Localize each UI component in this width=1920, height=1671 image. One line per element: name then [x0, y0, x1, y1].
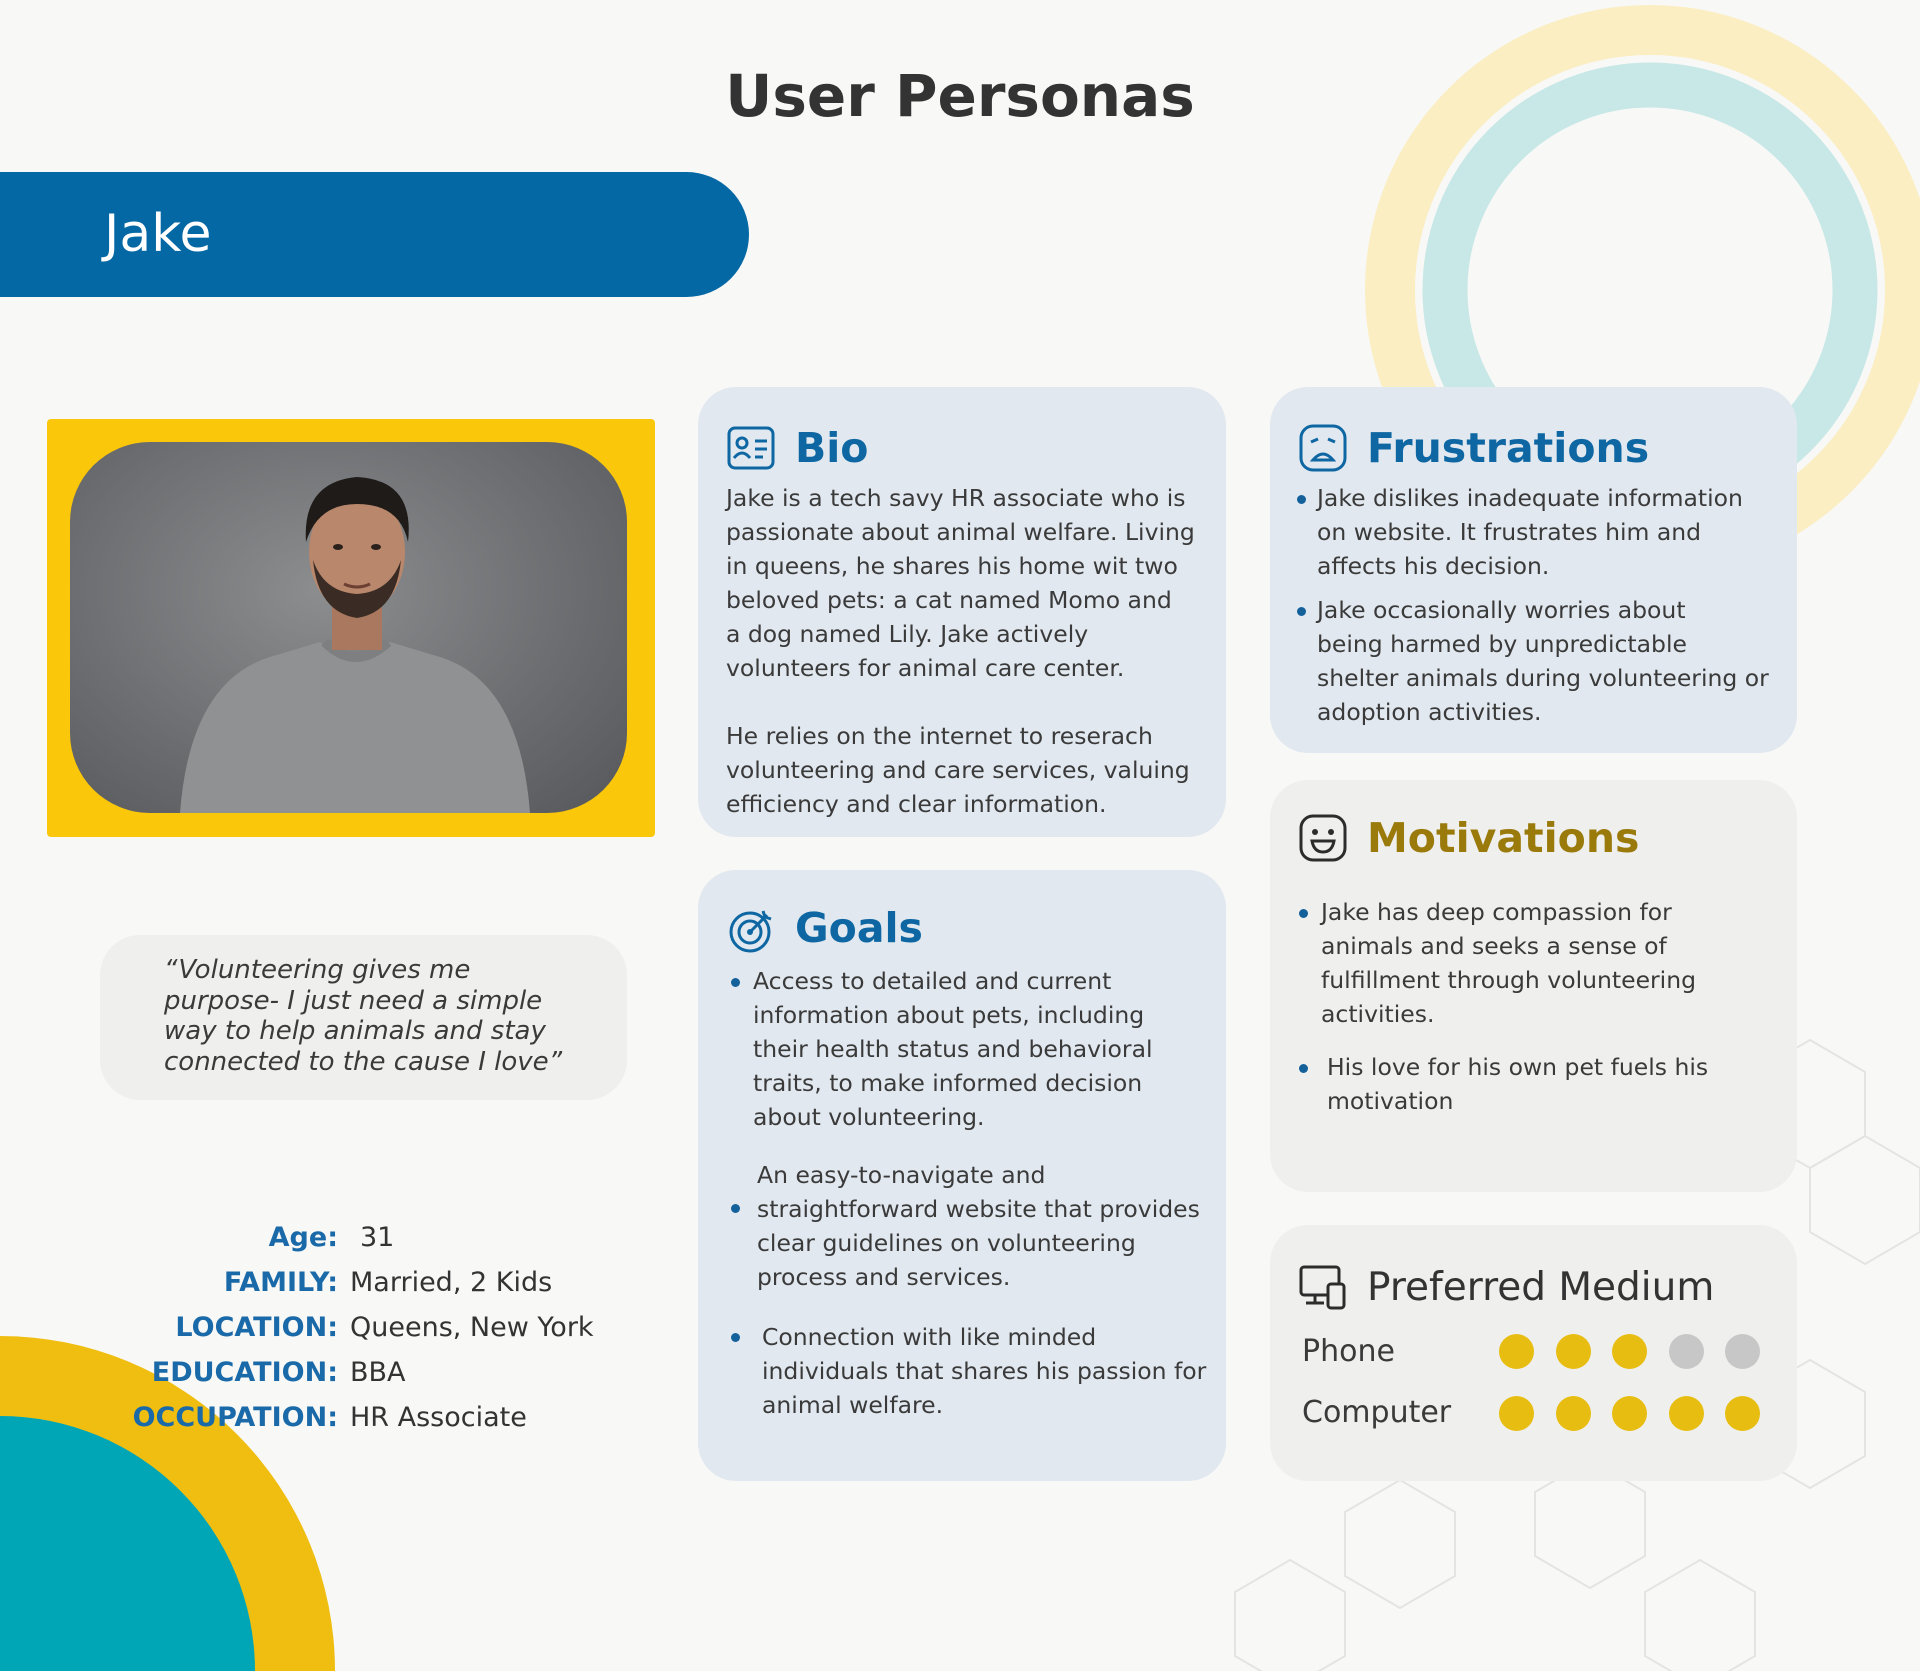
rating-dot-computer-5: [1725, 1396, 1760, 1431]
bullet-dot: [1297, 607, 1306, 616]
avatar: [70, 442, 627, 813]
bio-line: Jake is a tech savy HR associate who is: [726, 484, 1186, 512]
bullet-dot: [731, 1333, 740, 1342]
bullet-dot: [731, 1204, 740, 1213]
happy-face-icon: [1298, 813, 1348, 863]
target-icon: [727, 905, 777, 955]
frustration-item: [1317, 593, 1769, 729]
motivation-line: motivation: [1327, 1087, 1454, 1115]
goal-line: straightforward website that provides: [757, 1195, 1200, 1223]
bio-line: efficiency and clear information.: [726, 790, 1107, 818]
goal-item: [757, 1158, 1200, 1294]
info-label-family: FAMILY:: [223, 1267, 338, 1298]
quote-line: purpose- I just need a simple: [164, 985, 543, 1016]
bullet-dot: [1299, 909, 1308, 918]
bio-line: volunteering and care services, valuing: [726, 756, 1190, 784]
page-title: User Personas: [725, 62, 1195, 130]
goals-title: Goals: [795, 904, 923, 952]
goal-line: clear guidelines on volunteering: [757, 1229, 1136, 1257]
goal-line: Connection with like minded: [762, 1323, 1097, 1351]
motivations-title: Motivations: [1367, 814, 1640, 862]
info-label-location: LOCATION:: [175, 1312, 338, 1343]
motivation-line: fulfillment through volunteering: [1321, 966, 1697, 994]
info-value-family: Married, 2 Kids: [350, 1267, 553, 1298]
rating-dot-phone-1: [1499, 1334, 1534, 1369]
goal-line: information about pets, including: [753, 1001, 1145, 1029]
goal-line: process and services.: [757, 1263, 1011, 1291]
frustrated-face-icon: [1298, 423, 1348, 473]
frustration-line: Jake dislikes inadequate information: [1317, 484, 1743, 512]
quote-line: connected to the cause I love”: [164, 1046, 563, 1077]
motivation-line: activities.: [1321, 1000, 1435, 1028]
medium-label-phone: Phone: [1302, 1334, 1395, 1369]
id-card-icon: [726, 423, 776, 473]
goal-line: animal welfare.: [762, 1391, 944, 1419]
rating-dot-phone-3: [1612, 1334, 1647, 1369]
person-portrait: [70, 442, 627, 813]
bio-line: beloved pets: a cat named Momo and: [726, 586, 1172, 614]
bio-line: a dog named Lily. Jake actively: [726, 620, 1089, 648]
bio-line: passionate about animal welfare. Living: [726, 518, 1195, 546]
info-value-education: BBA: [350, 1357, 406, 1388]
rating-dot-computer-4: [1669, 1396, 1704, 1431]
rating-dot-computer-3: [1612, 1396, 1647, 1431]
rating-dot-computer-2: [1556, 1396, 1591, 1431]
motivation-line: animals and seeks a sense of: [1321, 932, 1667, 960]
frustration-line: shelter animals during volunteering or: [1317, 664, 1769, 692]
rating-dot-phone-5: [1725, 1334, 1760, 1369]
goal-item: [762, 1320, 1206, 1422]
devices-icon: [1298, 1262, 1348, 1312]
info-value-occupation: HR Associate: [350, 1402, 527, 1433]
bullet-dot: [731, 978, 740, 987]
info-label-occupation: OCCUPATION:: [132, 1402, 338, 1433]
frustration-item: [1317, 481, 1743, 583]
persona-quote: [164, 955, 562, 1077]
motivation-item: [1321, 895, 1696, 1031]
motivation-line: His love for his own pet fuels his: [1327, 1053, 1709, 1081]
frustration-line: on website. It frustrates him and: [1317, 518, 1702, 546]
frustration-line: adoption activities.: [1317, 698, 1542, 726]
persona-name: Jake: [104, 204, 212, 264]
rating-dot-computer-1: [1499, 1396, 1534, 1431]
bio-title: Bio: [795, 424, 869, 472]
info-value-age: 31: [360, 1222, 395, 1253]
bio-line: volunteers for animal care center.: [726, 654, 1125, 682]
bio-line: He relies on the internet to reserach: [726, 722, 1153, 750]
frustration-line: being harmed by unpredictable: [1317, 630, 1687, 658]
goal-line: their health status and behavioral: [753, 1035, 1153, 1063]
bio-line: in queens, he shares his home wit two: [726, 552, 1178, 580]
motivation-item: [1327, 1050, 1708, 1118]
frustration-line: affects his decision.: [1317, 552, 1550, 580]
bullet-dot: [1299, 1064, 1308, 1073]
info-label-age: Age:: [268, 1222, 338, 1253]
quote-line: “Volunteering gives me: [164, 955, 471, 985]
bullet-dot: [1297, 495, 1306, 504]
rating-dot-phone-2: [1556, 1334, 1591, 1369]
goal-line: Access to detailed and current: [753, 967, 1112, 995]
bio-text: [726, 481, 1195, 821]
info-value-location: Queens, New York: [350, 1312, 594, 1343]
goal-line: traits, to make informed decision: [753, 1069, 1143, 1097]
goal-item: [753, 964, 1153, 1134]
frustration-line: Jake occasionally worries about: [1317, 596, 1686, 624]
motivation-line: Jake has deep compassion for: [1321, 898, 1672, 926]
goal-line: about volunteering.: [753, 1103, 985, 1131]
medium-label-computer: Computer: [1302, 1395, 1452, 1430]
quote-line: way to help animals and stay: [164, 1016, 546, 1046]
goal-line: An easy-to-navigate and: [757, 1161, 1046, 1189]
preferred-medium-title: Preferred Medium: [1367, 1265, 1715, 1310]
frustrations-title: Frustrations: [1367, 424, 1650, 472]
rating-dot-phone-4: [1669, 1334, 1704, 1369]
info-label-education: EDUCATION:: [151, 1357, 338, 1388]
goal-line: individuals that shares his passion for: [762, 1357, 1207, 1385]
